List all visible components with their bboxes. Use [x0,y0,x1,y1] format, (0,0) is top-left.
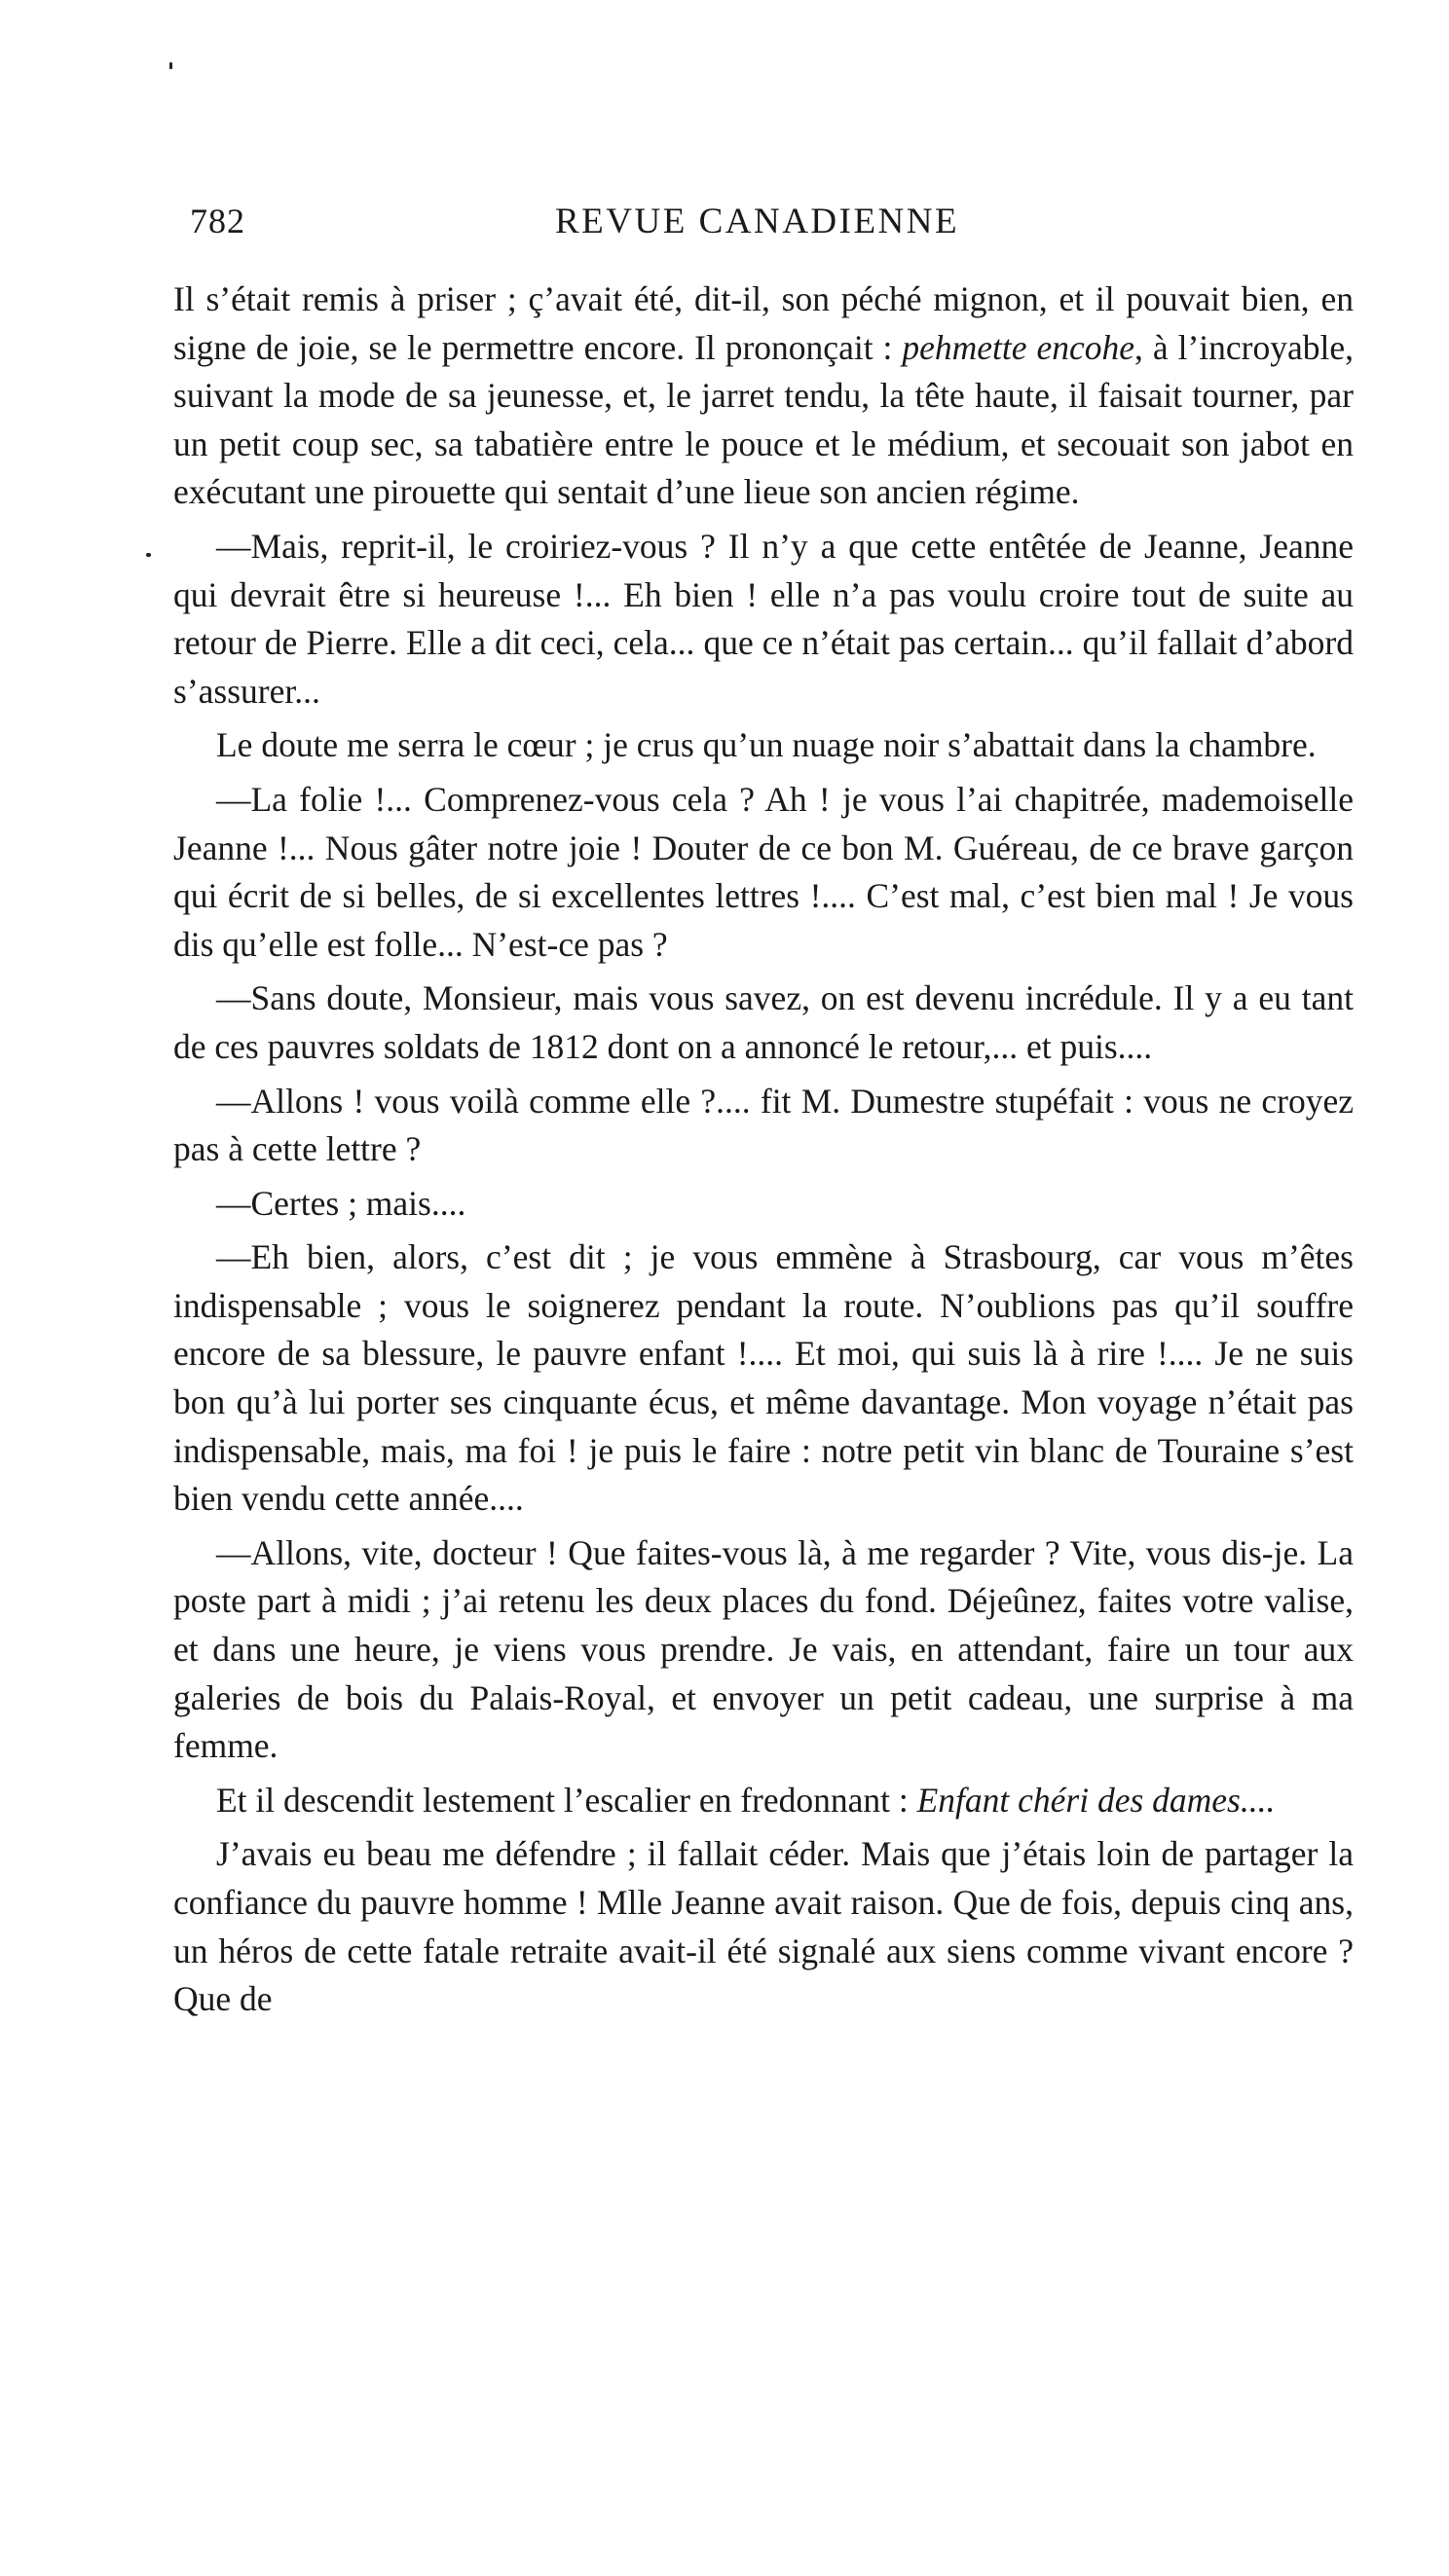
print-speck [169,62,172,69]
paragraph-1-text-after: , à l’incroyable, suivant la mode de sa jeunesse, et, le jarret tendu, la tête haute, il faisait tourner, par un petit coup sec, sa tabatière entre le pouce et le médium, et secouait son jabot en exécutant une pirouette qui sentait d’une lieue son ancien régime. [173,327,1355,512]
running-head [190,201,998,259]
paragraph-11: J’avais eu beau me défendre ; il fallait céder. Mais que j’étais loin de partager la confiance du pauvre homme ! Mlle Jeanne avait raison. Que de fois, depuis cinq ans, un héros de cette fatale retraite avait-il été signalé aux siens comme vivant encore ? Que de [173,1834,1354,2019]
paragraph-10-text-before: Et il descendit lestement l’escalier en fredonnant : [216,1780,917,1820]
paragraph-6: —Allons ! vous voilà comme elle ?.... fit M. Dumestre stupéfait : vous ne croyez pas à cette lettre ? [173,1081,1354,1169]
paragraph-5: —Sans doute, Monsieur, mais vous savez, on est devenu incrédule. Il y a eu tant de ces pauvres soldats de 1812 dont on a annoncé le retour,... et puis.... [173,978,1354,1066]
paragraph-2: —Mais, reprit-il, le croiriez-vous ? Il n’y a que cette entêtée de Jeanne, Jeanne qui devrait être si heureuse !... Eh bien ! elle n’a pas voulu croire tout de suite au retour de Pierre. Elle a dit ceci, cela... que ce n’était pas certain... qu’il fallait d’abord s’assurer... [173,526,1354,711]
body-text [173,276,1354,2030]
paragraph-1-italic: pehmette encohe [902,327,1135,367]
paragraph-7: —Certes ; mais.... [216,1183,466,1223]
paragraph-1 [173,276,1354,517]
paragraph-3: Le doute me serra le cœur ; je crus qu’un nuage noir s’abattait dans la chambre. [216,725,1317,765]
paragraph-8: —Eh bien, alors, c’est dit ; je vous emmène à Strasbourg, car vous m’êtes indispensable ; vous le soignerez pendant la route. N’oublions pas qu’il souffre encore de sa blessure, le pauvre enfant !.... Et moi, qui suis là à rire !.... Je ne suis bon qu’à lui porter ses cinquante écus, et même davantage. Mon voyage n’était pas indispensable, mais, ma foi ! je puis le faire : notre petit vin blanc de Touraine s’est bien vendu cette année.... [173,1237,1354,1519]
paragraph-10 [173,1777,1354,1825]
page-number: 782 [190,202,245,240]
paragraph-1-text-before: Il s’était remis à priser ; ç’avait été, dit-il, son péché mignon, et il pouvait bien, en signe de joie, se le permettre encore. Il prononçait : [173,279,1354,367]
paragraph-10-italic: Enfant chéri des dames.... [916,1780,1276,1820]
paragraph-4: —La folie !... Comprenez-vous cela ? Ah ! je vous l’ai chapitrée, mademoiselle Jeanne !... Nous gâter notre joie ! Douter de ce bon M. Guéreau, de ce brave garçon qui écrit de si belles, de si excellentes lettres !.... C’est mal, c’est bien mal ! Je vous dis qu’elle est folle... N’est-ce pas ? [173,779,1354,964]
print-speck [146,553,151,557]
journal-title: REVUE CANADIENNE [555,202,960,241]
paragraph-9: —Allons, vite, docteur ! Que faites-vous là, à me regarder ? Vite, vous dis-je. La poste part à midi ; j’ai retenu les deux places du fond. Déjeûnez, faites votre valise, et dans une heure, je viens vous prendre. Je vais, en attendant, faire un tour aux galeries de bois du Palais-Royal, et envoyer un petit cadeau, une surprise à ma femme. [173,1532,1354,1766]
